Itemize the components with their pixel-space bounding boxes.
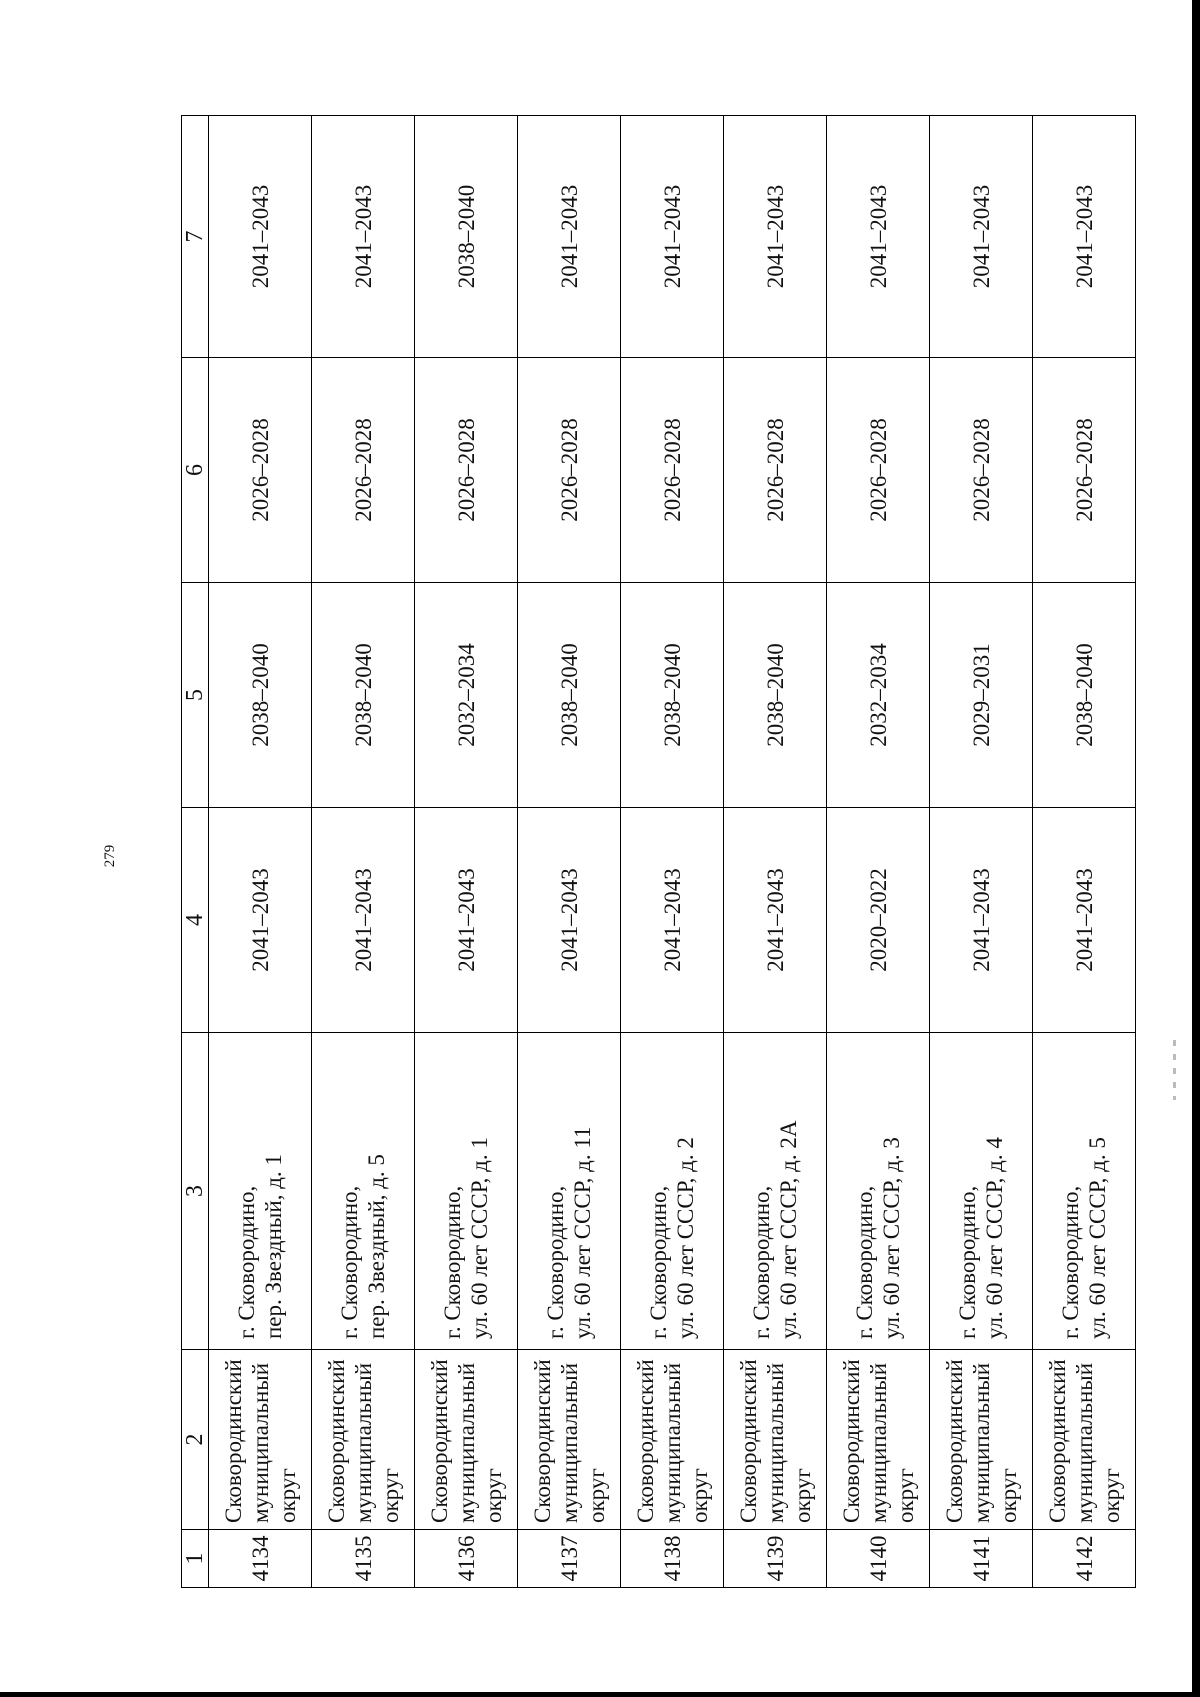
address-cell: г. Сковородино, ул. 60 лет СССР, д. 11 (518, 1033, 621, 1350)
period-cell-4: 2041–2043 (312, 808, 415, 1033)
period-cell-5: 2038–2040 (621, 583, 724, 808)
district-cell: Сковородинский муниципальный округ (312, 1350, 415, 1530)
period-cell-7: 2041–2043 (827, 116, 930, 358)
period-cell-5: 2032–2034 (827, 583, 930, 808)
period-cell-6: 2026–2028 (415, 358, 518, 583)
address-cell: г. Сковородино, ул. 60 лет СССР, д. 2А (724, 1033, 827, 1350)
row-number: 4134 (209, 1530, 312, 1588)
table-row (415, 116, 518, 1588)
period-cell-7: 2041–2043 (930, 116, 1033, 358)
period-cell-4: 2041–2043 (930, 808, 1033, 1033)
district-cell: Сковородинский муниципальный округ (724, 1350, 827, 1530)
address-cell: г. Сковородино, ул. 60 лет СССР, д. 5 (1033, 1033, 1136, 1350)
period-cell-7: 2041–2043 (312, 116, 415, 358)
period-cell-5: 2038–2040 (209, 583, 312, 808)
period-cell-6: 2026–2028 (209, 358, 312, 583)
row-number: 4135 (312, 1530, 415, 1588)
period-cell-5: 2038–2040 (518, 583, 621, 808)
table-body (209, 116, 1136, 1588)
table-stage (181, 116, 1133, 1588)
period-cell-5: 2038–2040 (724, 583, 827, 808)
table-row (312, 116, 415, 1588)
district-cell: Сковородинский муниципальный округ (827, 1350, 930, 1530)
address-cell: г. Сковородино, пер. Звездный, д. 5 (312, 1033, 415, 1350)
row-number: 4140 (827, 1530, 930, 1588)
period-cell-4: 2041–2043 (621, 808, 724, 1033)
district-cell: Сковородинский муниципальный округ (621, 1350, 724, 1530)
scan-artifact (1173, 1040, 1176, 1100)
period-cell-6: 2026–2028 (724, 358, 827, 583)
row-number: 4141 (930, 1530, 1033, 1588)
header-cell: 5 (182, 583, 209, 808)
row-number: 4142 (1033, 1530, 1136, 1588)
table-row (1033, 116, 1136, 1588)
period-cell-4: 2020–2022 (827, 808, 930, 1033)
header-cell: 2 (182, 1350, 209, 1530)
district-cell: Сковородинский муниципальный округ (209, 1350, 312, 1530)
period-cell-5: 2029–2031 (930, 583, 1033, 808)
table-row (518, 116, 621, 1588)
district-cell: Сковородинский муниципальный округ (518, 1350, 621, 1530)
table-row (930, 116, 1033, 1588)
header-cell: 4 (182, 808, 209, 1033)
header-row (182, 116, 209, 1588)
period-cell-7: 2041–2043 (724, 116, 827, 358)
period-cell-4: 2041–2043 (724, 808, 827, 1033)
district-cell: Сковородинский муниципальный округ (415, 1350, 518, 1530)
period-cell-4: 2041–2043 (1033, 808, 1136, 1033)
address-cell: г. Сковородино, ул. 60 лет СССР, д. 4 (930, 1033, 1033, 1350)
header-cell: 3 (182, 1033, 209, 1350)
table-row (724, 116, 827, 1588)
period-cell-6: 2026–2028 (1033, 358, 1136, 583)
period-cell-6: 2026–2028 (621, 358, 724, 583)
header-cell: 6 (182, 358, 209, 583)
row-number: 4136 (415, 1530, 518, 1588)
header-cell: 1 (182, 1530, 209, 1588)
period-cell-5: 2032–2034 (415, 583, 518, 808)
period-cell-6: 2026–2028 (312, 358, 415, 583)
period-cell-7: 2038–2040 (415, 116, 518, 358)
table-row (621, 116, 724, 1588)
period-cell-4: 2041–2043 (209, 808, 312, 1033)
address-cell: г. Сковородино, ул. 60 лет СССР, д. 2 (621, 1033, 724, 1350)
period-cell-7: 2041–2043 (518, 116, 621, 358)
period-cell-7: 2041–2043 (1033, 116, 1136, 358)
schedule-table (181, 115, 1136, 1588)
period-cell-5: 2038–2040 (312, 583, 415, 808)
address-cell: г. Сковородино, ул. 60 лет СССР, д. 1 (415, 1033, 518, 1350)
period-cell-4: 2041–2043 (415, 808, 518, 1033)
period-cell-5: 2038–2040 (1033, 583, 1136, 808)
row-number: 4138 (621, 1530, 724, 1588)
period-cell-6: 2026–2028 (827, 358, 930, 583)
district-cell: Сковородинский муниципальный округ (930, 1350, 1033, 1530)
header-cell: 7 (182, 116, 209, 358)
period-cell-6: 2026–2028 (518, 358, 621, 583)
district-cell: Сковородинский муниципальный округ (1033, 1350, 1136, 1530)
row-number: 4139 (724, 1530, 827, 1588)
table-row (827, 116, 930, 1588)
rotated-table-wrapper (181, 116, 1133, 1588)
address-cell: г. Сковородино, ул. 60 лет СССР, д. 3 (827, 1033, 930, 1350)
period-cell-7: 2041–2043 (621, 116, 724, 358)
address-cell: г. Сковородино, пер. Звездный, д. 1 (209, 1033, 312, 1350)
row-number: 4137 (518, 1530, 621, 1588)
table-row (209, 116, 312, 1588)
period-cell-6: 2026–2028 (930, 358, 1033, 583)
period-cell-4: 2041–2043 (518, 808, 621, 1033)
page-number: 279 (102, 844, 118, 868)
period-cell-7: 2041–2043 (209, 116, 312, 358)
